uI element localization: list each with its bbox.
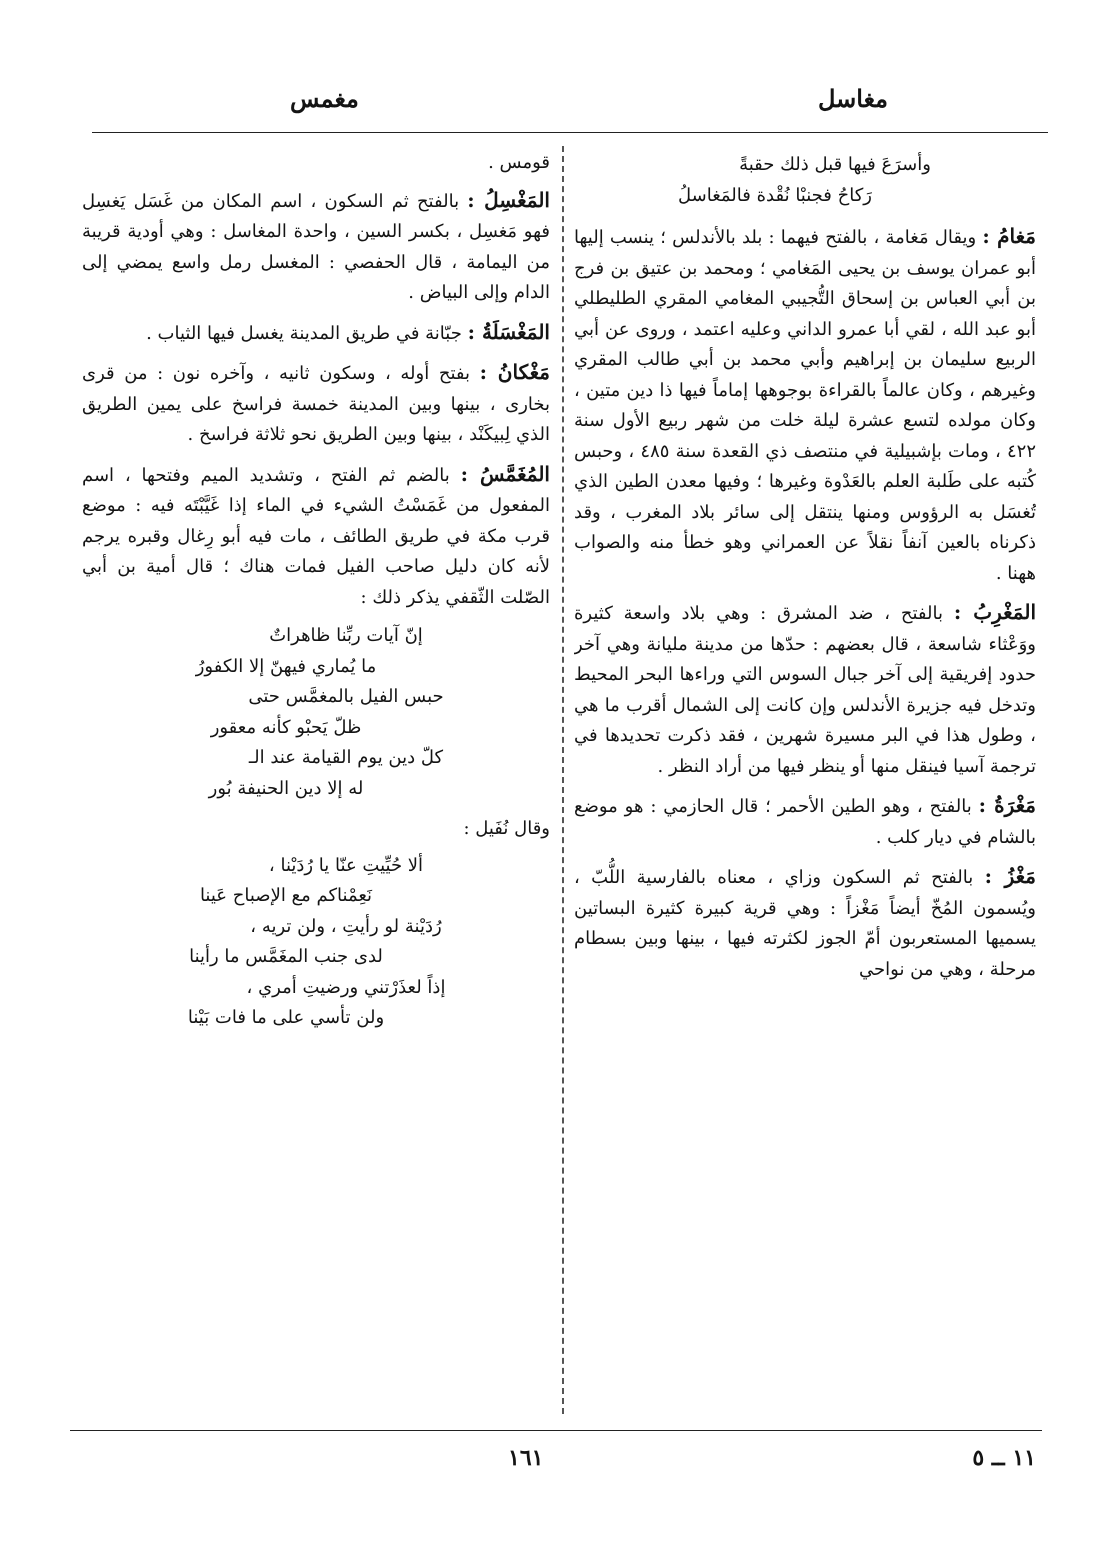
verse-line: إذاً لعذَرْتني ورضيتِ أمري ، [246,976,446,998]
entry-maghra [574,790,1036,853]
right-column [574,148,1036,1416]
column-divider [562,146,564,1414]
verse-line: له إلا دين الحنيفة بُور [208,777,364,799]
entry-text: بفتح أوله ، وسكون ثانيه ، وآخره نون : من قرى بخارى ، بينها وبين المدينة خمسة فراسخ على يمين الطريق الذي لِبيكَنْد ، بينها وبين الطريق نحو ثلاثة فراسخ . [82,363,550,445]
headword: المُغَمَّسُ : [460,461,550,486]
verse-line: ولن تأسي على ما فات بَيْنا [187,1007,385,1028]
entry-text: بالفتح ، وهو الطين الأحمر ؛ قال الحازمي : هو موضع بالشام في ديار كلب . [574,796,1036,848]
running-head-right: مغاسل [817,84,888,113]
entry-text: ويقال مَغامة ، بالفتح فيهما : بلد بالأندلس ؛ ينسب إليها أبو عمران يوسف بن يحيى المَغامي ؛ ومحمد بن عتيق بن فرج بن أبي العباس بن إسحاق التُّجيبي المغامي المقري الطليطلي أبو عبد الله ، لقي أبا عمرو الداني وعليه اعتمد ، وروى عن أبي الربيع سليمان بن إبراهيم وأبي محمد بن أبي طالب المقري وغيرهم ، وكان عالماً بالقراءة بوجوهها إماماً فيها ذا دين متين ، وكان مولده لتسع عشرة ليلة خلت من شهر ربيع الأول سنة ٤٢٢ ، ومات بإشبيلية في منتصف ذي القعدة سنة ٤٨٥ ، وحبس كُتبه على طَلبة العلم بالعَدْوة وغيرها ؛ وفيها معدن الطين الذي تُغسَل به الرؤوس ومنها ينتقل إلى سائر بلاد المغرب ، وقد ذكرناه بالعين آنفاً نقلاً عن العمراني وهو خطأ منه والصواب ههنا . [574,227,1036,584]
verse-line: لدى جنب المغَمَّس ما رأينا [189,946,383,967]
verse-line: رَكاحُ فجنبْا نُقْدة فالمَغاسلُ [678,184,872,206]
header-rule [92,132,1048,133]
left-column [82,148,550,1416]
running-head-left: مغمس [290,84,359,113]
verse-line: ظلّ يَحبْو كأنه معقور [210,716,362,738]
signature-mark: ١١ ــ ٥ [972,1445,1036,1471]
entry-text: بالضم ثم الفتح ، وتشديد الميم وفتحها ، اسم المفعول من غَمَسْتُ الشيء في الماء إذا غَيَّبْتَه فيه : موضع قرب مكة في طريق الطائف ، مات فيه أبو رِغال وقبره يرجم لأنه كان دليل صاحب الفيل فمات هناك ؛ قال أمية بن أبي الصّلت الثّقفي يذكر ذلك : [82,464,550,608]
verse-line: نَعِمْناكم مع الإصباح عَينا [199,885,373,906]
entry-maghkan [82,357,550,451]
headword: مَغْرَةُ : [978,793,1036,817]
entry-text: بالفتح ثم السكون ، اسم المكان من غَسَل يَغسِل فهو مَغسِل ، بكسر السين ، واحدة المغاسل : وهي أودية قريبة من اليمامة ، قال الحفصي : المغسل رمل واسع يمضي إلى الدام وإلى البياض . [82,190,550,303]
page-number: ١٦١ [508,1445,544,1471]
entry-al-mughammas [82,459,550,614]
verse-line: ما يُماري فيهنّ إلا الكفورُ [195,655,377,677]
poem-intro: وقال نُفَيل : [463,818,550,839]
entry-al-maghsala [82,317,550,350]
entry-text: بالفتح ثم السكون وزاي ، معناه بالفارسية اللُّبّ ، ويُسمون المُخّ أيضاً مَغْزاً : وهي قرية كبيرة كثيرة البساتين يسميها المستعربون أمّ الجوز لكثرته فيها ، بينها وبين بسطام مرحلة ، وهي من نواحي [574,867,1036,980]
verse-line: وأسرَعَ فيها قبل ذلك حقبةً [739,154,931,175]
poem-nufayl [82,851,550,1034]
entry-text: جبّانة في طريق المدينة يغسل فيها الثياب . [146,322,462,344]
entry-al-maghrib [574,597,1036,782]
entry-al-maghsil [82,185,550,309]
headword: مَغْكانُ : [479,360,550,384]
opening-verse [574,150,1036,211]
verse-line: رُدَيْنة لو رأيتِ ، ولن تريه ، [250,915,442,937]
entry-maghz [574,861,1036,985]
headword: المَغْسِلُ : [467,187,550,212]
entry-text: بالفتح ، ضد المشرق : وهي بلاد واسعة كثيرة ووَعْثاء شاسعة ، قال بعضهم : حدّها من مدينة مليانة وهي آخر حدود إفريقية إلى آخر جبال السوس التي وراءها البحر المحيط وتدخل فيه جزيرة الأندلس وإن كانت إلى الشمال أقرب ما هي ، وطول هذا في البر مسيرة شهرين ، فقد ذكرت تحديدها في ترجمة آسيا فينقل منها أو ينظر فيها من أراد النظر . [574,603,1036,777]
headword: مَغامُ : [982,224,1036,248]
verse-line: كلّ دين يوم القيامة عند الـ [248,747,444,768]
entry-maghaam [574,221,1036,589]
poem-umayya [82,621,550,804]
headword: المَغْسَلَةُ : [467,319,550,344]
verse-line: إنّ آيات ربِّنا ظاهراتٌ [269,625,423,646]
headword: مَغْزُ : [984,864,1036,888]
verse-line: ألا حُيِّيتِ عنّا يا رُدَيْنا ، [268,854,424,876]
verse-line: حبس الفيل بالمغمَّس حتى [248,686,444,707]
footer-rule [70,1430,1042,1431]
continuation-text: قومس . [488,152,550,173]
headword: المَغْرِبُ : [953,600,1036,624]
